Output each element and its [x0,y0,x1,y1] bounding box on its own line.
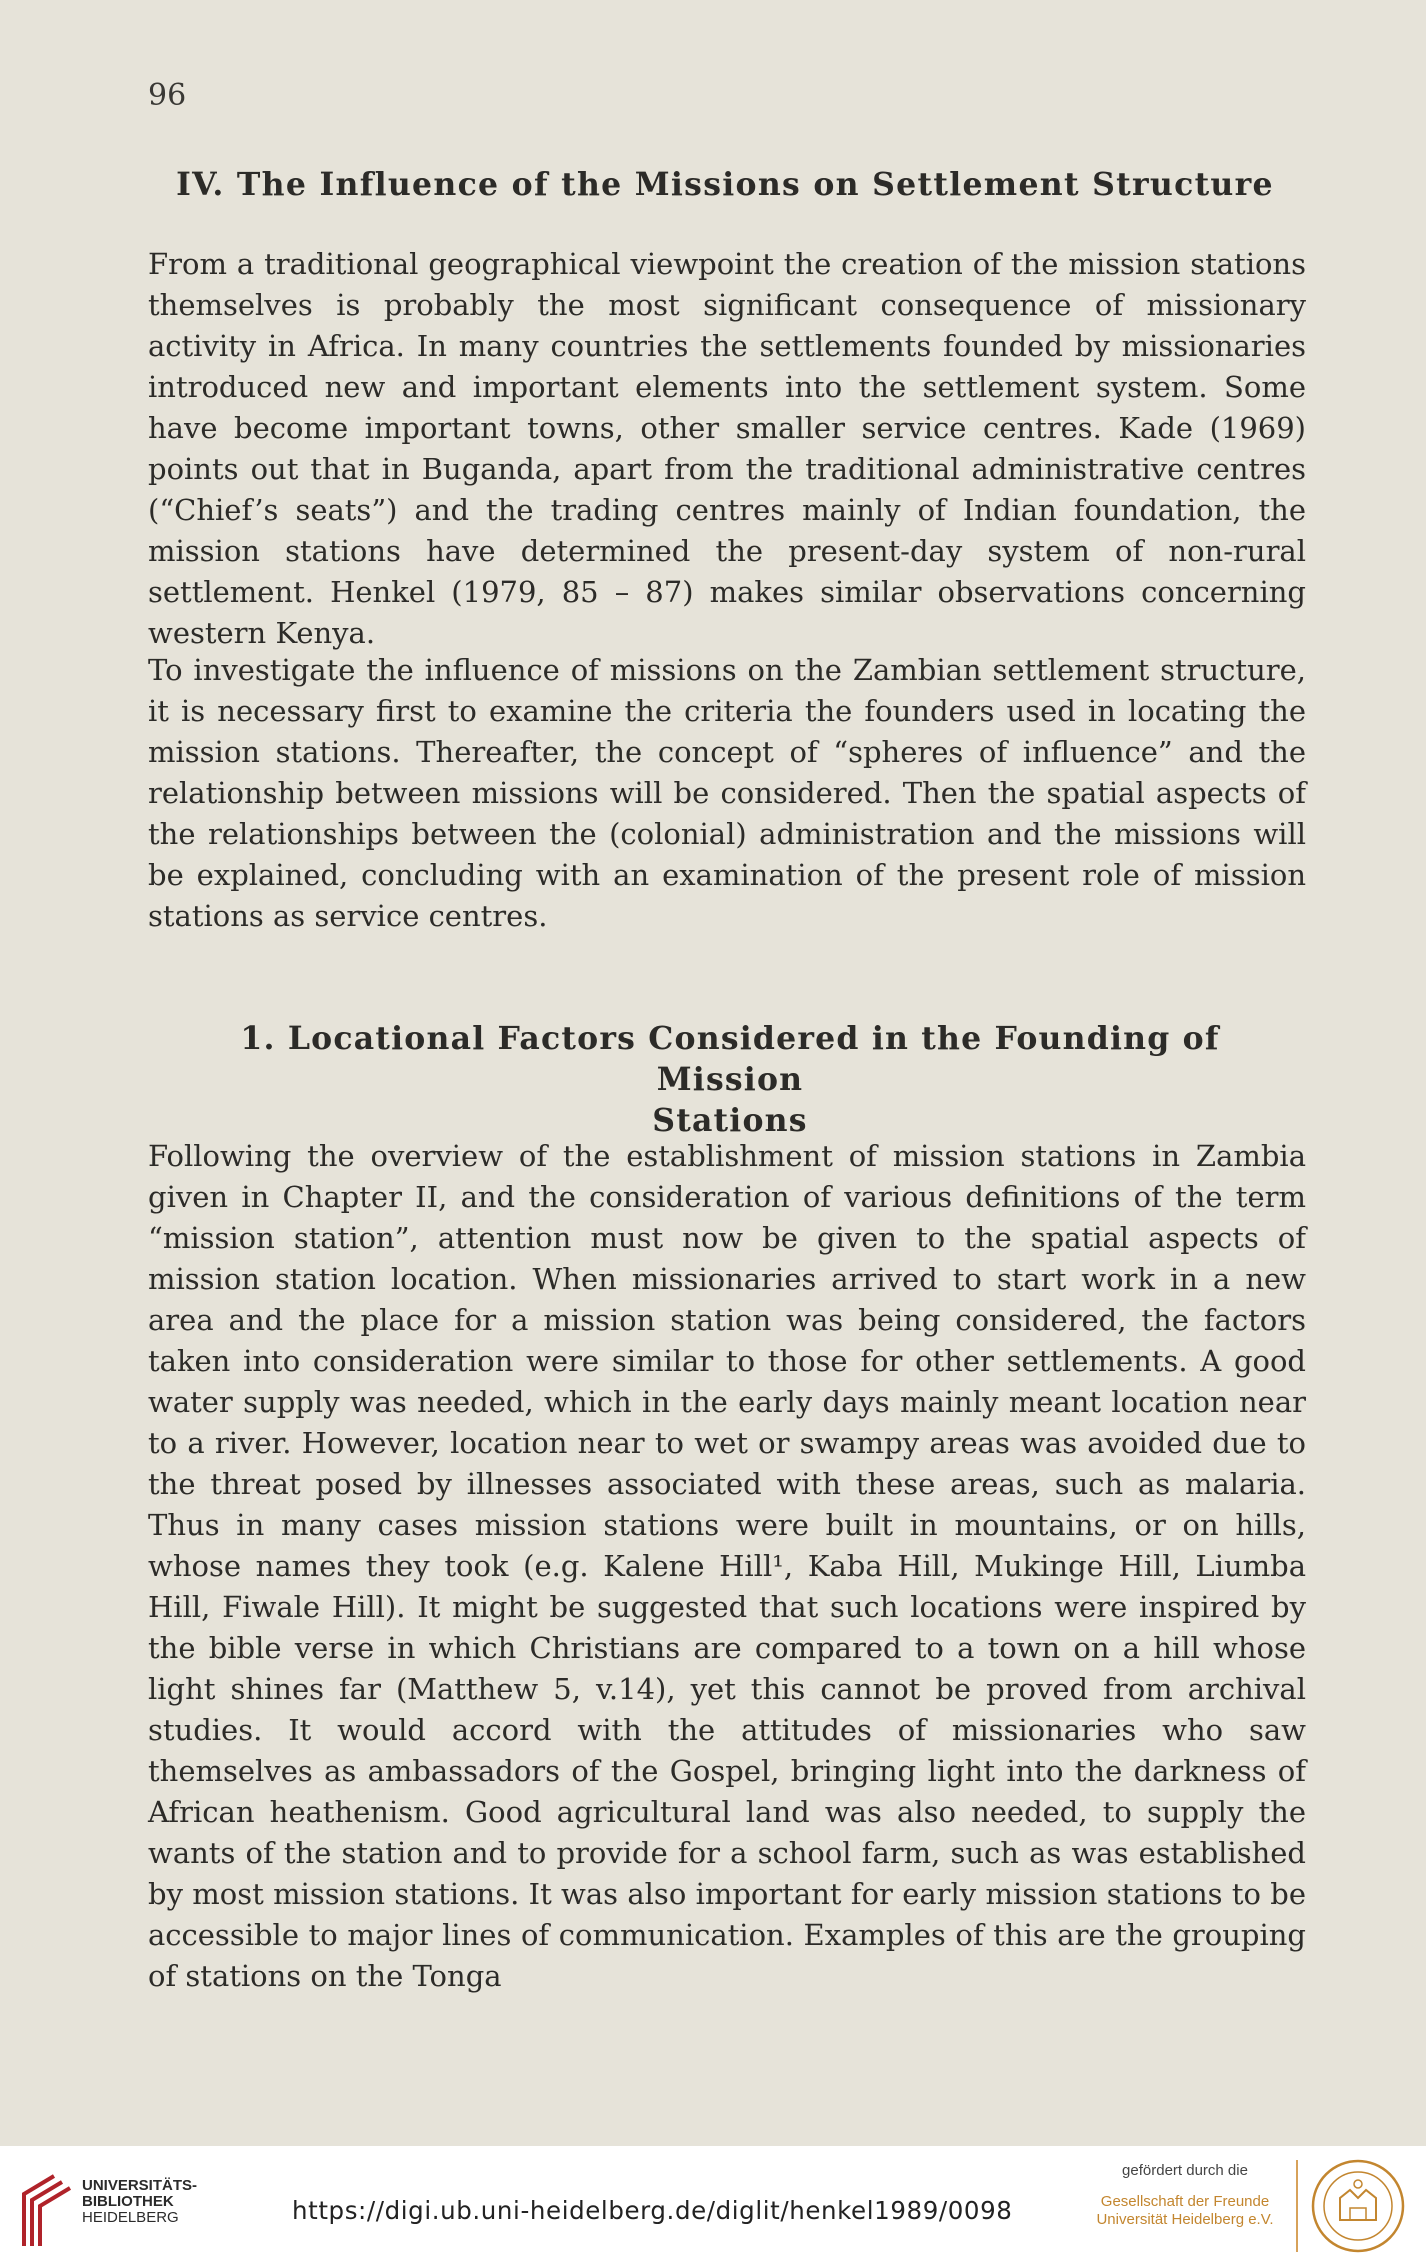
library-name [82,2178,197,2226]
subsection-heading-line-2: Stations [652,1102,808,1139]
library-name-line-1: UNIVERSITÄTS- [82,2177,198,2194]
page-number: 96 [148,78,187,113]
library-name-line-2: BIBLIOTHEK [82,2193,174,2210]
footer-divider [1296,2160,1298,2252]
section-heading: IV. The Influence of the Missions on Settlement Structure [176,166,1274,203]
subsection-heading [180,1018,1280,1141]
sponsor-name-line-2: Universität Heidelberg e.V. [1096,2211,1274,2228]
sponsor-intro: gefördert durch die [1122,2162,1248,2179]
sponsor-name-line-1: Gesellschaft der Freunde [1100,2193,1270,2210]
subsection-heading-line-1: 1. Locational Factors Considered in the Founding of Mission [240,1020,1220,1098]
library-name-line-3: HEIDELBERG [82,2209,179,2226]
sponsor-credit [1080,2162,1290,2229]
document-url-link[interactable]: https://digi.ub.uni-heidelberg.de/diglit/henkel1989/0098 [292,2196,1013,2225]
university-seal-icon [1310,2158,1406,2254]
paragraph-3: Following the overview of the establishment of mission stations in Zambia given in Chapter II, and the consideration of various definitions of the term “mission station”, attention must now be given to the spatial aspects of mission station location. When missionaries arrived to start work in a new area and the place for a mission station was being considered, the factors taken into consideration were similar to those for other settlements. A good water supply was needed, which in the early days mainly meant location near to a river. However, location near to wet or swampy areas was avoided due to the threat posed by illnesses associated with these areas, such as malaria. Thus in many cases mission stations were built in mountains, or on hills, whose names they took (e.g. Kalene Hill¹, Kaba Hill, Mukinge Hill, Liumba Hill, Fiwale Hill). It might be suggested that such locations were inspired by the bible verse in which Christians are compared to a town on a hill whose light shines far (Matthew 5, v.14), yet this cannot be proved from archival studies. It would accord with the attitudes of missionaries who saw themselves as ambassadors of the Gospel, bringing light into the darkness of African heathenism. Good agricultural land was also needed, to supply the wants of the station and to provide for a school farm, such as was established by most mission stations. It was also important for early mission stations to be accessible to major lines of communication. Examples of this are the grouping of stations on the Tonga [148,1139,1306,1993]
paragraph-2: To investigate the influence of missions on the Zambian settlement structure, it is necessary first to examine the criteria the founders used in locating the mission stations. Thereafter, the concept of “spheres of influence” and the relationship between missions will be considered. Then the spatial aspects of the relationships between the (colonial) administration and the missions will be explained, concluding with an examination of the present role of mission stations as service centres. [148,653,1306,933]
library-logo-icon [14,2172,74,2250]
paragraph-1: From a traditional geographical viewpoint the creation of the mission stations themselves is probably the most significant consequence of missionary activity in Africa. In many countries the settlements founded by missionaries introduced new and important elements into the settlement system. Some have become important towns, other smaller service centres. Kade (1969) points out that in Buganda, apart from the traditional administrative centres (“Chief’s seats”) and the trading centres mainly of Indian foundation, the mission stations have determined the present-day system of non-rural settlement. Henkel (1979, 85 – 87) makes similar observations concerning western Kenya. [148,247,1306,650]
